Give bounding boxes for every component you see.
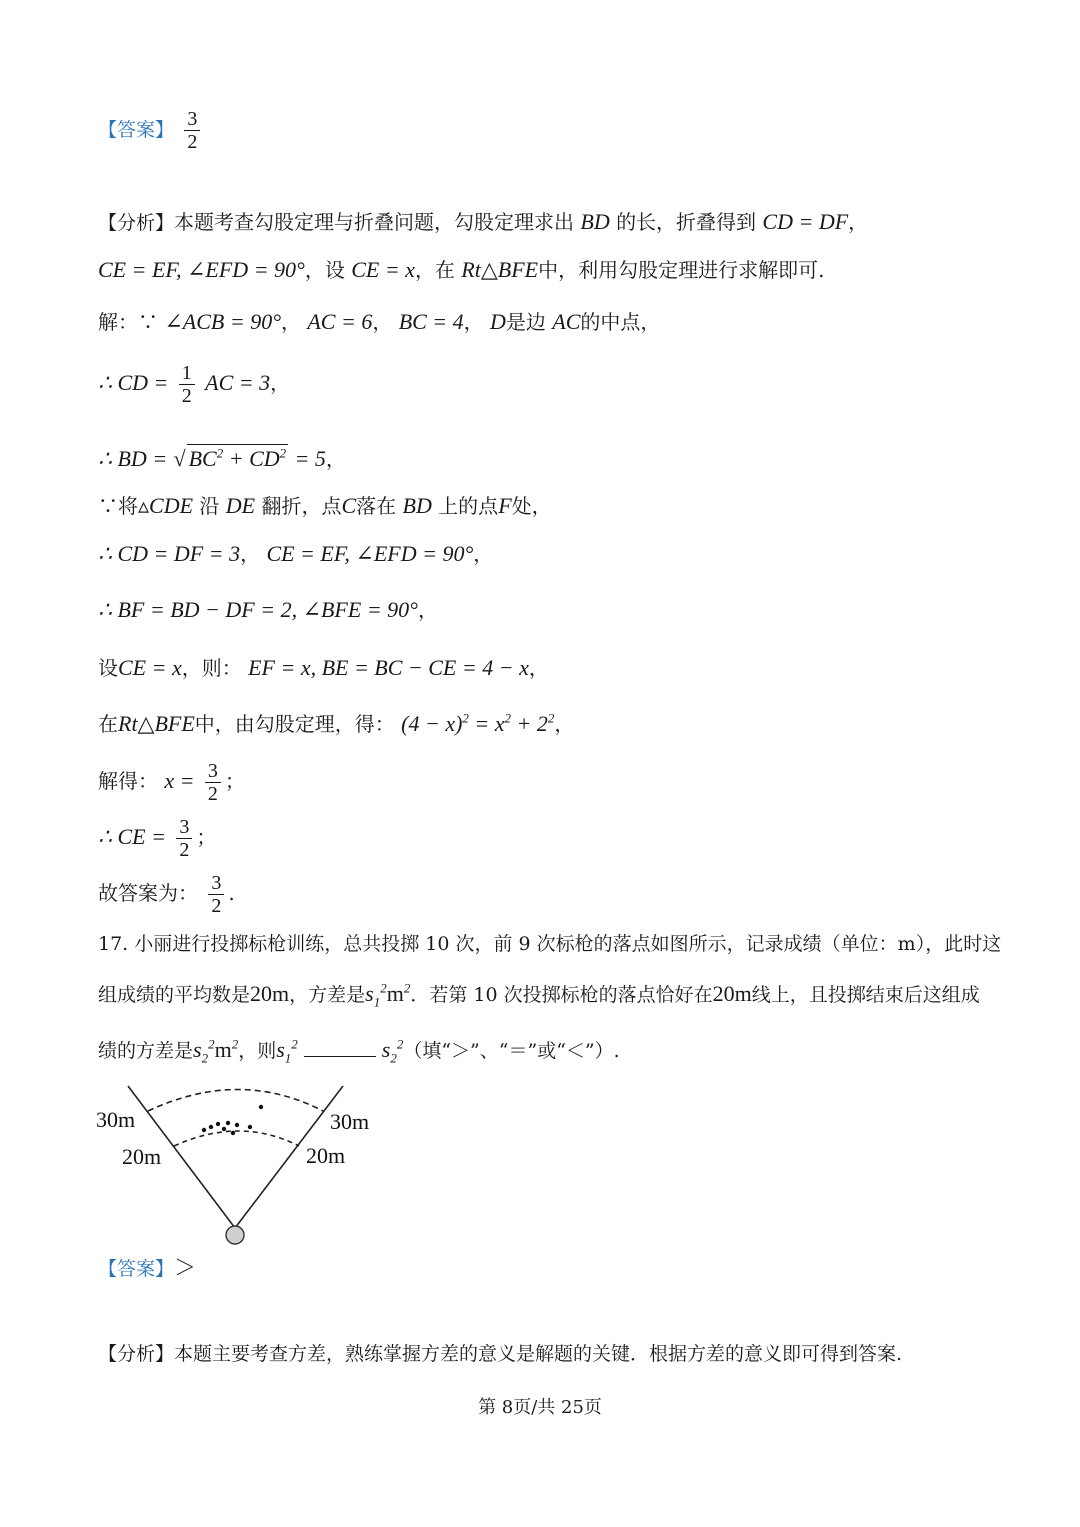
label-30m-right: 30m <box>330 1109 370 1134</box>
30m-arc <box>148 1090 323 1112</box>
landing-point <box>216 1122 220 1126</box>
solution-line-1: 解：∵ ∠ACB = 90°， AC = 6， BC = 4， D是边 AC的中点， <box>98 309 661 334</box>
analysis-tag: 【分析】 <box>98 1343 175 1365</box>
20m-arc <box>174 1131 299 1146</box>
answer-tag: 【答案】 <box>98 119 175 141</box>
solution-line-6: ∴ BF = BD − DF = 2, ∠BFE = 90°， <box>98 597 438 622</box>
landing-point <box>248 1125 252 1129</box>
analysis-line-1: 【分析】本题考查勾股定理与折叠问题，勾股定理求出 BD 的长，折叠得到 CD = DF， <box>98 209 869 234</box>
answer-line <box>98 108 1020 153</box>
landing-point <box>259 1105 263 1109</box>
landing-point <box>226 1121 230 1125</box>
label-20m-left: 20m <box>122 1144 162 1169</box>
javelin-throw-figure <box>90 1078 390 1248</box>
solution-line-8: 在Rt△BFE中，由勾股定理，得： $(4 - x)^2 = x^2 + 2^2$， <box>98 710 575 736</box>
question-17-line-3: 绩的方差是$s_2^2m^2$，则$s_1^2$ $s_2^2$（填“＞”、“＝”或“＜”）. <box>98 1036 620 1066</box>
landing-point <box>222 1127 226 1131</box>
answer-line-2: 【答案】＞ <box>98 1256 197 1281</box>
answer-blank <box>304 1038 376 1057</box>
landing-points <box>202 1105 263 1135</box>
analysis-line-3: 【分析】本题主要考查方差，熟练掌握方差的意义是解题的关键．根据方差的意义即可得到答案. <box>98 1343 903 1365</box>
answer-tag: 【答案】 <box>98 1258 175 1280</box>
analysis-line-2: CE = EF, ∠EFD = 90°，设 CE = x，在 Rt△BFE中，利用勾股定理进行求解即可. <box>98 257 825 282</box>
label-30m-left: 30m <box>96 1107 136 1132</box>
throw-origin <box>226 1226 244 1244</box>
analysis-tag: 【分析】 <box>98 212 175 234</box>
solution-line-7: 设CE = x，则： EF = x, BE = BC − CE = 4 − x， <box>98 655 549 680</box>
question-17-line-1: 17. 小丽进行投掷标枪训练，总共投掷 10 次，前 9 次标枪的落点如图所示，记录成绩（单位：m），此时这 <box>98 933 1002 955</box>
solution-line-3: ∴ BD = √ $BC^2 + CD^2 = 5$， <box>98 445 346 471</box>
question-17-line-2: 组成绩的平均数是20m，方差是$s_1^2m^2$．若第 10 次投掷标枪的落点恰好在20m线上，且投掷结束后这组成 <box>98 980 980 1010</box>
landing-point <box>235 1123 239 1127</box>
solution-line-4: ∵将▵CDE 沿 DE 翻折，点C落在 BD 上的点F处， <box>98 493 552 518</box>
answer-fraction: $\frac{3}{2}$ <box>184 108 200 153</box>
solution-line-2: ∴ CD = $\frac{1}{2}$ AC = 3， <box>98 362 291 407</box>
solution-line-11: 故答案为： $\frac{3}{2}$ . <box>98 872 235 917</box>
landing-point <box>231 1131 235 1135</box>
landing-point <box>202 1128 206 1132</box>
solution-line-10: ∴ CE = $\frac{3}{2}$ ； <box>98 816 217 861</box>
solution-line-9: 解得： x = $\frac{3}{2}$ ； <box>98 760 245 805</box>
label-20m-right: 20m <box>306 1143 346 1168</box>
page-number: 第 8页/共 25页 <box>478 1397 602 1418</box>
landing-point <box>209 1125 213 1129</box>
solution-line-5: ∴ CD = DF = 3， CE = EF, ∠EFD = 90°， <box>98 541 494 566</box>
